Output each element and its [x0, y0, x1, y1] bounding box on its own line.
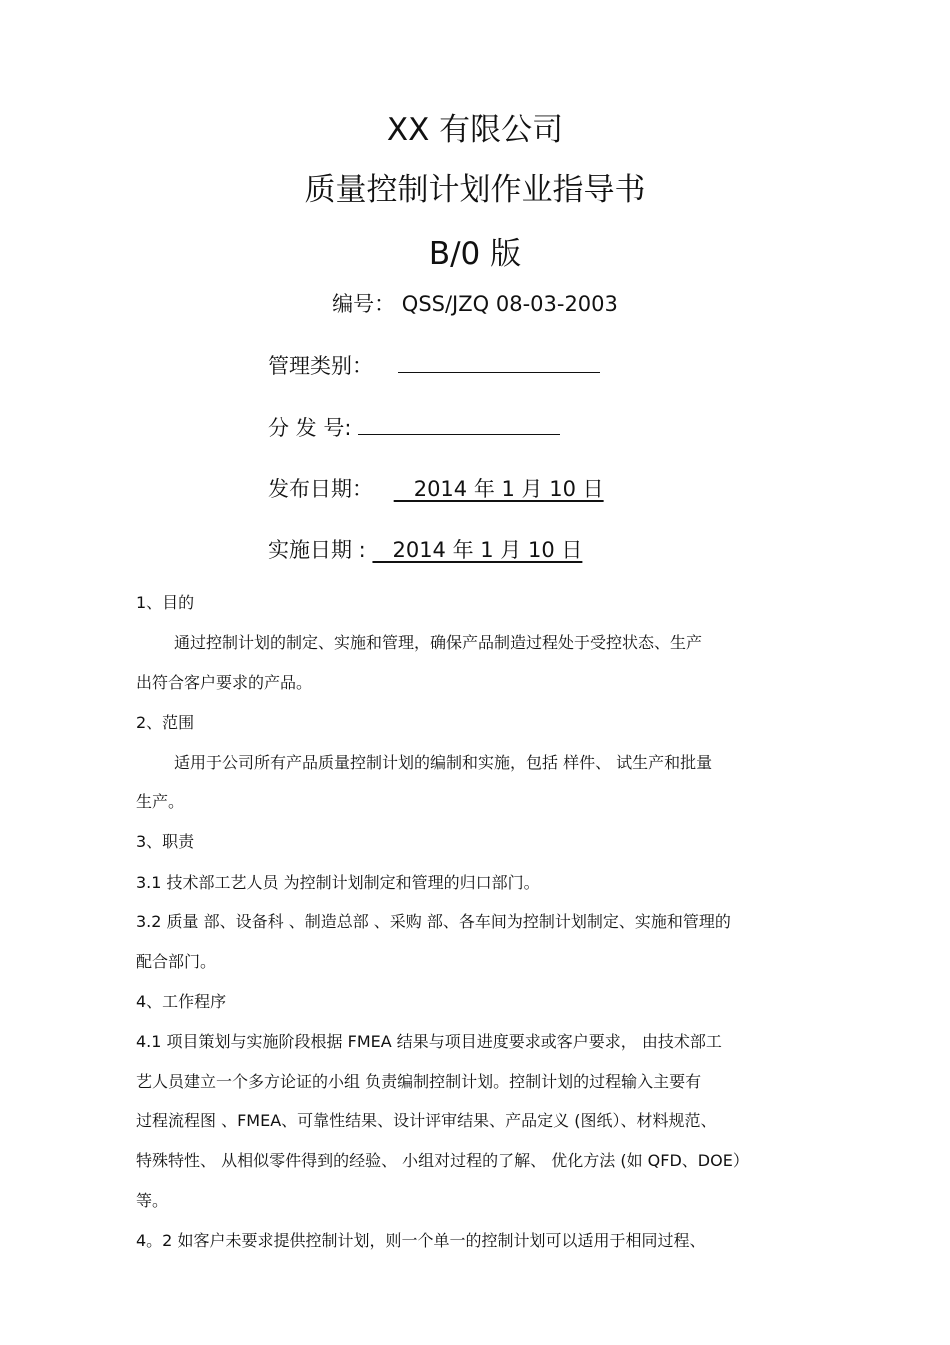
category-label: 管理类别： — [268, 354, 373, 378]
publish-date-value: 2014 年 1 月 10 日 — [393, 477, 604, 501]
version-label: B/0 版 — [428, 236, 522, 272]
section-4-1-line-4: 特殊特性、 从相似零件得到的经验、 小组对过程的了解、 优化方法 (如 QFD、DOE） — [136, 1151, 749, 1170]
document-code — [0, 288, 950, 318]
publish-date-label: 发布日期： — [268, 477, 373, 501]
implementation-date-value: 2014 年 1 月 10 日 — [372, 538, 583, 562]
section-1-paragraph-line-2: 出符合客户要求的产品。 — [136, 673, 313, 692]
document-title: 质量控制计划作业指导书 — [304, 172, 646, 208]
code-value: QSS/JZQ 08-03-2003 — [401, 292, 618, 316]
section-2-paragraph-line-1: 适用于公司所有产品质量控制计划的编制和实施，包括 样件、 试生产和批量 — [174, 753, 713, 772]
section-1-paragraph-line-1: 通过控制计划的制定、实施和管理，确保产品制造过程处于受控状态、生产 — [174, 633, 703, 652]
section-4-1-line-1: 4.1 项目策划与实施阶段根据 FMEA 结果与项目进度要求或客户要求， 由技术部工 — [136, 1032, 722, 1051]
section-4-1-line-5: 等。 — [136, 1191, 169, 1210]
section-4-2-line-1: 4。2 如客户未要求提供控制计划，则一个单一的控制计划可以适用于相同过程、 — [136, 1231, 706, 1250]
section-4-heading: 4、工作程序 — [136, 992, 227, 1011]
section-3-2-line-2: 配合部门。 — [136, 952, 217, 971]
category-row — [268, 350, 600, 380]
company-name: XX 有限公司 — [386, 112, 564, 148]
section-1-heading: 1、目的 — [136, 593, 195, 612]
category-blank — [398, 350, 600, 373]
section-4-1-line-3: 过程流程图 、FMEA、可靠性结果、设计评审结果、产品定义 (图纸）、材料规范、 — [136, 1111, 717, 1130]
code-label: 编号： — [332, 292, 396, 316]
section-3-heading: 3、职责 — [136, 832, 195, 851]
section-4-1-line-2: 艺人员建立一个多方论证的小组 负责编制控制计划。控制计划的过程输入主要有 — [136, 1072, 702, 1091]
distribution-blank — [358, 412, 560, 435]
section-2-heading: 2、范围 — [136, 713, 195, 732]
section-3-1: 3.1 技术部工艺人员 为控制计划制定和管理的归口部门。 — [136, 873, 540, 892]
section-2-paragraph-line-2: 生产。 — [136, 792, 185, 811]
distribution-label: 分 发 号: — [268, 416, 352, 440]
distribution-row — [268, 412, 560, 442]
implementation-date-label: 实施日期 : — [268, 538, 366, 562]
publish-date-row — [268, 473, 604, 503]
section-3-2-line-1: 3.2 质量 部、设备科 、制造总部 、采购 部、各车间为控制计划制定、实施和管理的 — [136, 912, 731, 931]
implementation-date-row — [268, 534, 582, 564]
